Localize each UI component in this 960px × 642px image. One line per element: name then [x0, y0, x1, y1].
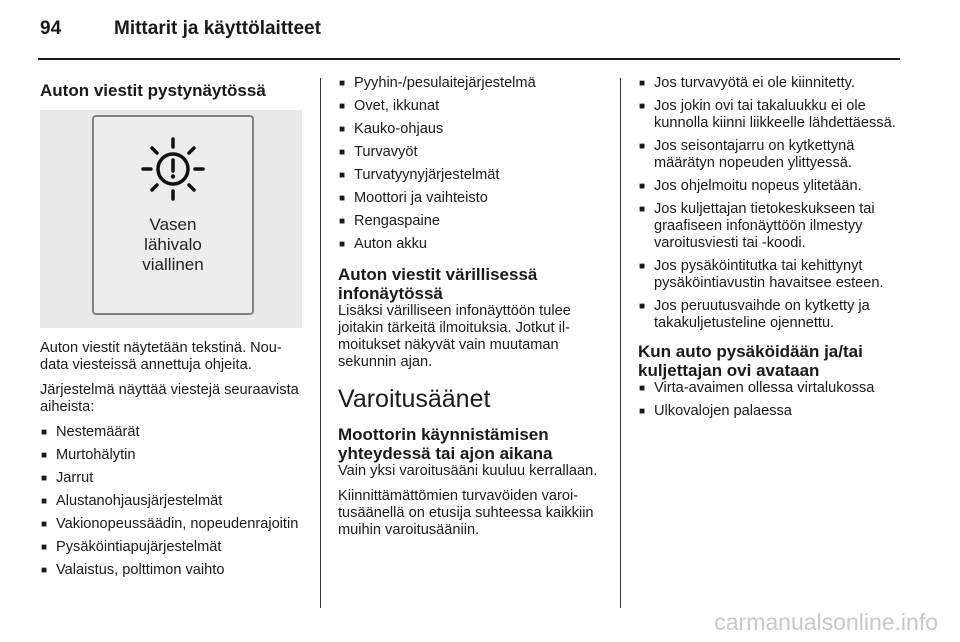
bulb-warning-icon: [138, 135, 208, 205]
list-item: ■ Jos seisontajarru on kytkettynä määrätyn nopeuden ylittyessä.: [638, 138, 904, 172]
paragraph: Järjestelmä näyttää viestejä seuraavista aiheista:: [40, 382, 299, 415]
list-item: ■ Jos ohjelmoitu nopeus ylitetään.: [638, 178, 904, 195]
display-line: viallinen: [142, 255, 204, 274]
display-message: [94, 215, 252, 275]
display-line: lähivalo: [144, 235, 202, 254]
page-number: 94: [40, 18, 62, 39]
list-item: ■ Jos pysäköintitutka tai kehittynyt pysäköintiavustin havaitsee esteen.: [638, 258, 904, 292]
message-display: [92, 115, 254, 315]
list-item: ■ Jarrut: [40, 470, 302, 487]
page-header: [40, 14, 920, 50]
watermark: carmanualsonline.info: [714, 609, 938, 635]
list-item: ■ Jos jokin ovi tai takaluukku ei ole kunnolla kiinni liikkeelle lähdettäessä.: [638, 98, 904, 132]
paragraph: Lisäksi värilliseen infonäyttöön tulee joitakin tärkeitä ilmoituksia. Jotkut ilmoitukset näkyvät vain muutaman sekunnin ajan.: [338, 303, 571, 370]
topic-list: [40, 424, 302, 579]
section-title: Varoitusäänet: [338, 385, 491, 413]
list-item: ■ Ulkovalojen palaessa: [638, 403, 904, 420]
list-item: ■ Pysäköintiapujärjestelmät: [40, 539, 302, 556]
list-item: ■ Nestemäärät: [40, 424, 302, 441]
display-figure: [40, 110, 302, 328]
list-item: ■ Virta-avaimen ollessa virtalukossa: [638, 380, 904, 397]
display-line: Vasen: [149, 215, 197, 234]
column-divider-2: [620, 78, 621, 608]
heading-vertical-display: Auton viestit pystynäytössä: [40, 81, 266, 100]
heading-color-display: Auton viestit värillisessä infonäytössä: [338, 265, 538, 303]
list-item: ■ Rengaspaine: [338, 213, 604, 230]
list-item: ■ Kauko-ohjaus: [338, 121, 604, 138]
list-item: ■ Pyyhin-/pesulaitejärjestelmä: [338, 75, 604, 92]
column-3: [638, 75, 904, 428]
topic-list-continued: [338, 75, 604, 253]
warning-conditions-list: [638, 75, 904, 332]
header-rule: [38, 58, 900, 60]
column-divider-1: [320, 78, 321, 608]
list-item: ■ Vakionopeussäädin, nopeudenrajoitin: [40, 516, 302, 533]
list-item: ■ Jos peruutusvaihde on kytketty ja takakuljetusteline ojennettu.: [638, 298, 904, 332]
heading-parking: Kun auto pysäköidään ja/tai kuljettajan ovi avataan: [638, 342, 863, 380]
paragraph: Auton viestit näytetään tekstinä. Noudata viesteissä annettuja ohjeita.: [40, 340, 282, 373]
paragraph: Kiinnittämättömien turvavöiden varoitusäänellä on etusija suhteessa kaikkiin muihin varoitusääniin.: [338, 488, 594, 538]
list-item: ■ Moottori ja vaihteisto: [338, 190, 604, 207]
heading-engine-start: Moottorin käynnistämisen yhteydessä tai ajon aikana: [338, 425, 553, 463]
list-item: ■ Ovet, ikkunat: [338, 98, 604, 115]
paragraph: Vain yksi varoitusääni kuuluu kerrallaan.: [338, 463, 598, 479]
parking-conditions-list: [638, 380, 904, 420]
list-item: ■ Valaistus, polttimon vaihto: [40, 562, 302, 579]
list-item: ■ Alustanohjausjärjestelmät: [40, 493, 302, 510]
list-item: ■ Murtohälytin: [40, 447, 302, 464]
list-item: ■ Jos turvavyötä ei ole kiinnitetty.: [638, 75, 904, 92]
column-1: [40, 81, 302, 587]
list-item: ■ Jos kuljettajan tietokeskukseen tai graafiseen infonäyttöön ilmestyy varoitusviesti tai -koodi.: [638, 201, 904, 252]
list-item: ■ Turvatyynyjärjestelmät: [338, 167, 604, 184]
column-2: [338, 75, 604, 547]
list-item: ■ Turvavyöt: [338, 144, 604, 161]
page-title: Mittarit ja käyttölaitteet: [114, 18, 321, 39]
list-item: ■ Auton akku: [338, 236, 604, 253]
